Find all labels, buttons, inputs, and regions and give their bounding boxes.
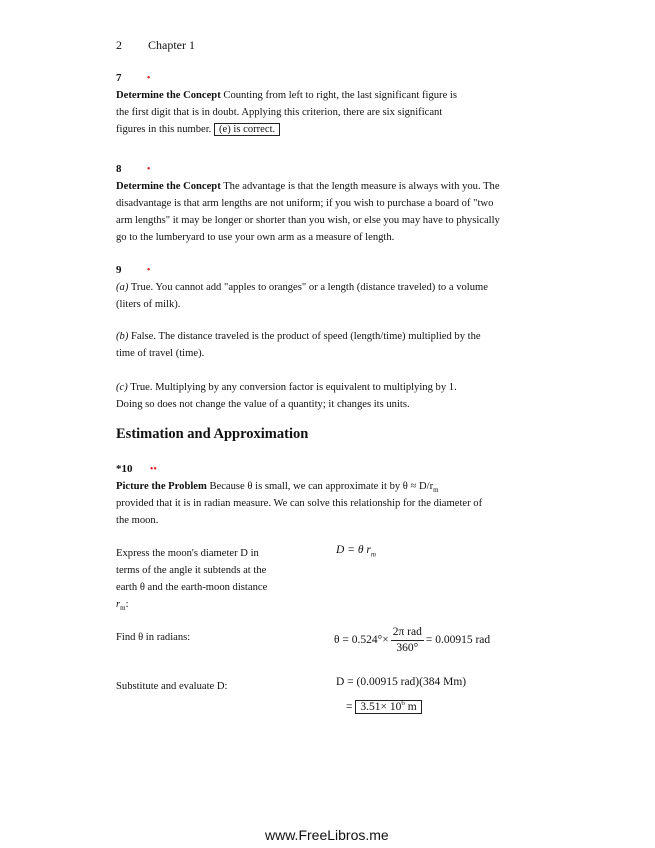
difficulty-dot: •: [146, 265, 151, 276]
result-value: 3.51× 10: [360, 700, 402, 713]
problem-9-number-line: [116, 262, 150, 279]
fraction: [391, 625, 424, 656]
text-span: Because θ is small, we can approximate it by θ ≈ D/r: [206, 481, 434, 492]
footer-watermark: www.FreeLibros.me: [265, 827, 389, 843]
problem-8-line-1: [116, 178, 500, 195]
difficulty-dot: •: [146, 164, 151, 175]
problem-number: *10: [116, 463, 133, 475]
problem-number: 7: [116, 72, 122, 84]
exponent: 6: [401, 699, 405, 707]
result-box: [355, 700, 421, 714]
equation-text: D = θ r: [336, 544, 371, 556]
problem-number: 8: [116, 163, 122, 175]
part-label: (b): [116, 331, 129, 342]
subscript: m: [120, 604, 126, 613]
problem-9a-line-2: (liters of milk).: [116, 299, 181, 310]
problem-8-line-2: disadvantage is that arm lengths are not uniform; if you wish to purchase a board of "two: [116, 198, 494, 209]
text-span: The advantage is that the length measure is always with you. The: [220, 181, 500, 192]
step-3-equation: D = (0.00915 rad)(384 Mm): [336, 676, 467, 688]
step-1-line-1: Express the moon's diameter D in: [116, 548, 259, 559]
step-1-equation: [336, 544, 376, 558]
problem-7-line-1: [116, 87, 457, 104]
step-2-equation: [334, 625, 490, 656]
part-label: (c): [116, 382, 128, 393]
step-3-text: Substitute and evaluate D:: [116, 681, 228, 692]
text-span: figures in this number.: [116, 124, 212, 135]
text-span: r: [116, 599, 121, 610]
problem-9c-line-1: [116, 379, 457, 396]
chapter-label: Chapter 1: [148, 38, 195, 52]
answer-box: (e) is correct.: [214, 123, 280, 136]
step-1-line-2: terms of the angle it subtends at the: [116, 565, 267, 576]
page-header: [116, 38, 195, 53]
problem-10-number-line: [116, 461, 157, 478]
equation-lhs: θ = 0.524°×: [334, 634, 389, 647]
problem-9b-line-2: time of travel (time).: [116, 348, 205, 359]
part-label: (a): [116, 282, 129, 293]
text-span: :: [125, 599, 129, 610]
step-1-line-4: [116, 596, 129, 617]
problem-7-line-3: [116, 121, 280, 138]
subscript: m: [370, 550, 376, 559]
problem-8-number-line: [116, 161, 150, 178]
problem-10-line-3: the moon.: [116, 515, 159, 526]
text-span: False. The distance traveled is the product of speed (length/time) multiplied by the: [128, 331, 481, 342]
fraction-numerator: 2π rad: [391, 625, 424, 641]
problem-8-line-3: arm lengths" it may be longer or shorter than you wish, or else you may have to physically: [116, 215, 500, 226]
result-unit: m: [404, 700, 417, 713]
problem-10-line-2: provided that it is in radian measure. We can solve this relationship for the diameter of: [116, 498, 483, 509]
problem-7-line-2: the first digit that is in doubt. Applying this criterion, there are six significant: [116, 107, 443, 118]
step-2-text: Find θ in radians:: [116, 632, 191, 643]
page-number: 2: [116, 38, 122, 52]
subscript: m: [433, 486, 439, 495]
problem-9a-line-1: [116, 279, 488, 296]
difficulty-dot: •: [146, 73, 151, 84]
problem-9c-line-2: Doing so does not change the value of a quantity; it changes its units.: [116, 399, 410, 410]
equation-rhs: = 0.00915 rad: [425, 634, 491, 647]
step-3-result-line: [346, 699, 422, 713]
text-span: Counting from left to right, the last significant figure is: [220, 90, 457, 101]
problem-7-number-line: [116, 70, 150, 87]
problem-9b-line-1: [116, 328, 481, 345]
concept-heading: Determine the Concept: [116, 90, 221, 101]
step-1-line-3: earth θ and the earth-moon distance: [116, 582, 268, 593]
problem-8-line-4: go to the lumberyard to use your own arm as a measure of length.: [116, 232, 395, 243]
fraction-denominator: 360°: [396, 642, 419, 654]
difficulty-dots: ••: [149, 464, 157, 475]
text-span: True. Multiplying by any conversion factor is equivalent to multiplying by 1.: [127, 382, 457, 393]
text-span: True. You cannot add "apples to oranges" or a length (distance traveled) to a volume: [128, 282, 488, 293]
problem-number: 9: [116, 264, 122, 276]
concept-heading: Determine the Concept: [116, 181, 221, 192]
section-title: Estimation and Approximation: [116, 426, 309, 442]
concept-heading: Picture the Problem: [116, 481, 207, 492]
equals-sign: =: [346, 700, 353, 713]
